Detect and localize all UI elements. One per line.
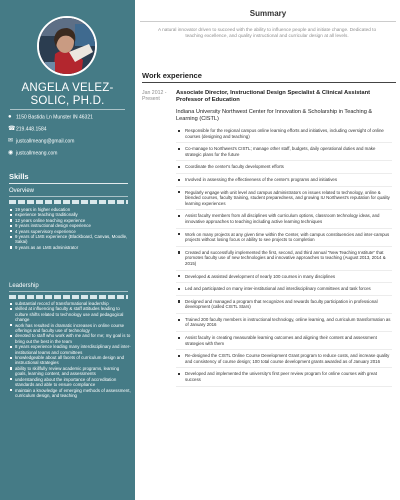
list-item: ability to skillfully review academic programs, learning goals, learning content, and assessments	[9, 366, 131, 377]
overview-list	[9, 207, 131, 250]
list-item: Re-designed the CISTL Online Course Development Grant program to reduce costs, and increase quality and consistency of course design; 100 total course development grants awarded as of January 2016	[176, 353, 392, 364]
sidebar	[0, 0, 135, 500]
skills-divider	[9, 183, 128, 184]
job-organization: Indiana University Northwest Center for Innovation & Scholarship in Teaching & Learning (CISTL)	[176, 109, 373, 122]
overview-heading: Overview	[9, 188, 35, 194]
list-item: Developed and implemented the university's first peer review program for online courses with great success	[176, 371, 392, 382]
list-item: Work on many projects at any given time within the Center, with campus constituencies and inter-campus projects without losing focus or ability to see projects to completion	[176, 232, 392, 243]
contact-website[interactable]	[8, 150, 133, 156]
overview-skill-bar	[9, 200, 128, 204]
phone-icon: ☎	[8, 126, 16, 132]
list-item: 9 years as an LMS administrator	[9, 245, 131, 250]
list-item: devoted to staff who work with me and for me; my goal is to bring out the best in the team	[9, 333, 131, 344]
list-item: Designed and managed a program that recognizes and rewards faculty participation in professional development (called CISTL Stars)	[176, 299, 392, 310]
summary-divider	[140, 21, 396, 22]
location-pin-icon: ●	[8, 114, 12, 120]
list-item: 4 years supervisory experience	[9, 229, 131, 234]
contact-address	[8, 114, 133, 120]
list-item: skilled at influencing faculty & staff attitudes leading to culture shifts related to technology use and pedagogical change	[9, 306, 131, 322]
list-item: Involved in assessing the effectiveness of the center's programs and initiatives	[176, 177, 392, 183]
leadership-divider	[9, 291, 128, 292]
phone-text: 219.448.1584	[16, 126, 47, 133]
list-item: work has resulted in dramatic increases in online course offerings and faculty use of technology	[9, 323, 131, 334]
list-item: experience teaching traditionally	[9, 212, 131, 217]
job-title: Associate Director, Instructional Design Specialist & Clinical Assistant Professor of Education	[176, 90, 371, 103]
summary-header	[140, 9, 396, 23]
email-link[interactable]: justcallmeang@gmail.com	[16, 138, 75, 145]
list-item: Created and successfully implemented the first, second, and third annual "New Teaching Institute" that promotes faculty use of new technologies and innovative approaches to teaching (August 2013, 2014 & 2015)	[176, 250, 392, 267]
list-item: 8 years experience leading many interdisciplinary and inter-institutional teams and committees	[9, 344, 131, 355]
work-experience-divider	[142, 82, 396, 83]
list-item: 9 years of LMS experience (Blackboard, Canvas, Moodle, Sakai)	[9, 234, 131, 245]
envelope-icon: ✉	[8, 138, 14, 144]
list-item: Developed & assisted development of nearly 100 courses in many disciplines	[176, 274, 392, 280]
list-item: Co-manage to Northwest's CISTL; manage other staff, budgets, daily operational duties and make strategic plans for the future	[176, 146, 392, 157]
list-item: Trained 200 faculty members in instructional technology, online learning, and curriculum transformation as of January 2016	[176, 317, 392, 328]
job-duties-list	[176, 128, 392, 390]
address-text: 1150 Bastida Ln Munster IN 46321	[16, 114, 93, 121]
candidate-name: ANGELA VELEZ-SOLIC, PH.D.	[21, 82, 114, 107]
name-divider	[10, 109, 125, 110]
list-item: understanding about the importance of accreditation standards and able to ensure compliance	[9, 377, 131, 388]
profile-photo	[39, 18, 97, 76]
globe-icon: ◉	[8, 150, 14, 156]
list-item: 19 years in higher education	[9, 207, 131, 212]
main-content	[135, 0, 400, 500]
work-experience-heading: Work experience	[142, 71, 202, 80]
list-item: Led and participated on many inter-institutional and interdisciplinary committees and task forces	[176, 286, 392, 292]
overview-divider	[9, 196, 128, 197]
contact-email[interactable]	[8, 138, 133, 144]
list-item: Assist faculty members from all disciplines with curriculum options, classroom technology ideas, and innovative approaches to teaching including active learning techniques	[176, 213, 392, 224]
list-item: Coordinate the center's faculty development efforts	[176, 164, 392, 170]
leadership-skill-bar	[9, 295, 128, 299]
list-item: 9 years instructional design experience	[9, 223, 131, 228]
list-item: Responsible for the regional campus online learning efforts and initiatives, including oversight of online courses (designing and teaching)	[176, 128, 392, 139]
website-link[interactable]: justcallmeang.com	[16, 150, 58, 157]
job-dates: Jan 2012 - Present	[142, 90, 167, 103]
leadership-list	[9, 301, 131, 398]
skills-heading: Skills	[9, 172, 29, 181]
list-item: Regularly engage with unit level and campus administrators on issues related to technology, online & blended courses, faculty training, student preparedness, and growing IU Northwest's reputation for quality learning experiences	[176, 190, 392, 207]
summary-text: A natural innovator driven to succeed with the ability to influence people and initiate change. Dedicated to teaching excellence, and quality instructional and curricular design at all levels.	[157, 27, 377, 38]
list-item: Assist faculty in creating measurable learning outcomes and aligning their content and assessment strategies with them	[176, 335, 392, 346]
summary-heading: Summary	[249, 9, 287, 18]
avatar	[37, 16, 97, 76]
list-item: substantial record of transformational leadership	[9, 301, 131, 306]
list-item: 12 years online teaching experience	[9, 218, 131, 223]
leadership-heading: Leadership	[9, 283, 39, 289]
contact-phone	[8, 126, 133, 132]
list-item: maintain a knowledge of emerging methods of assessment, curriculum design, and teaching	[9, 388, 131, 399]
list-item: knowledgeable about all facets of curriculum design and instructional strategies	[9, 355, 131, 366]
